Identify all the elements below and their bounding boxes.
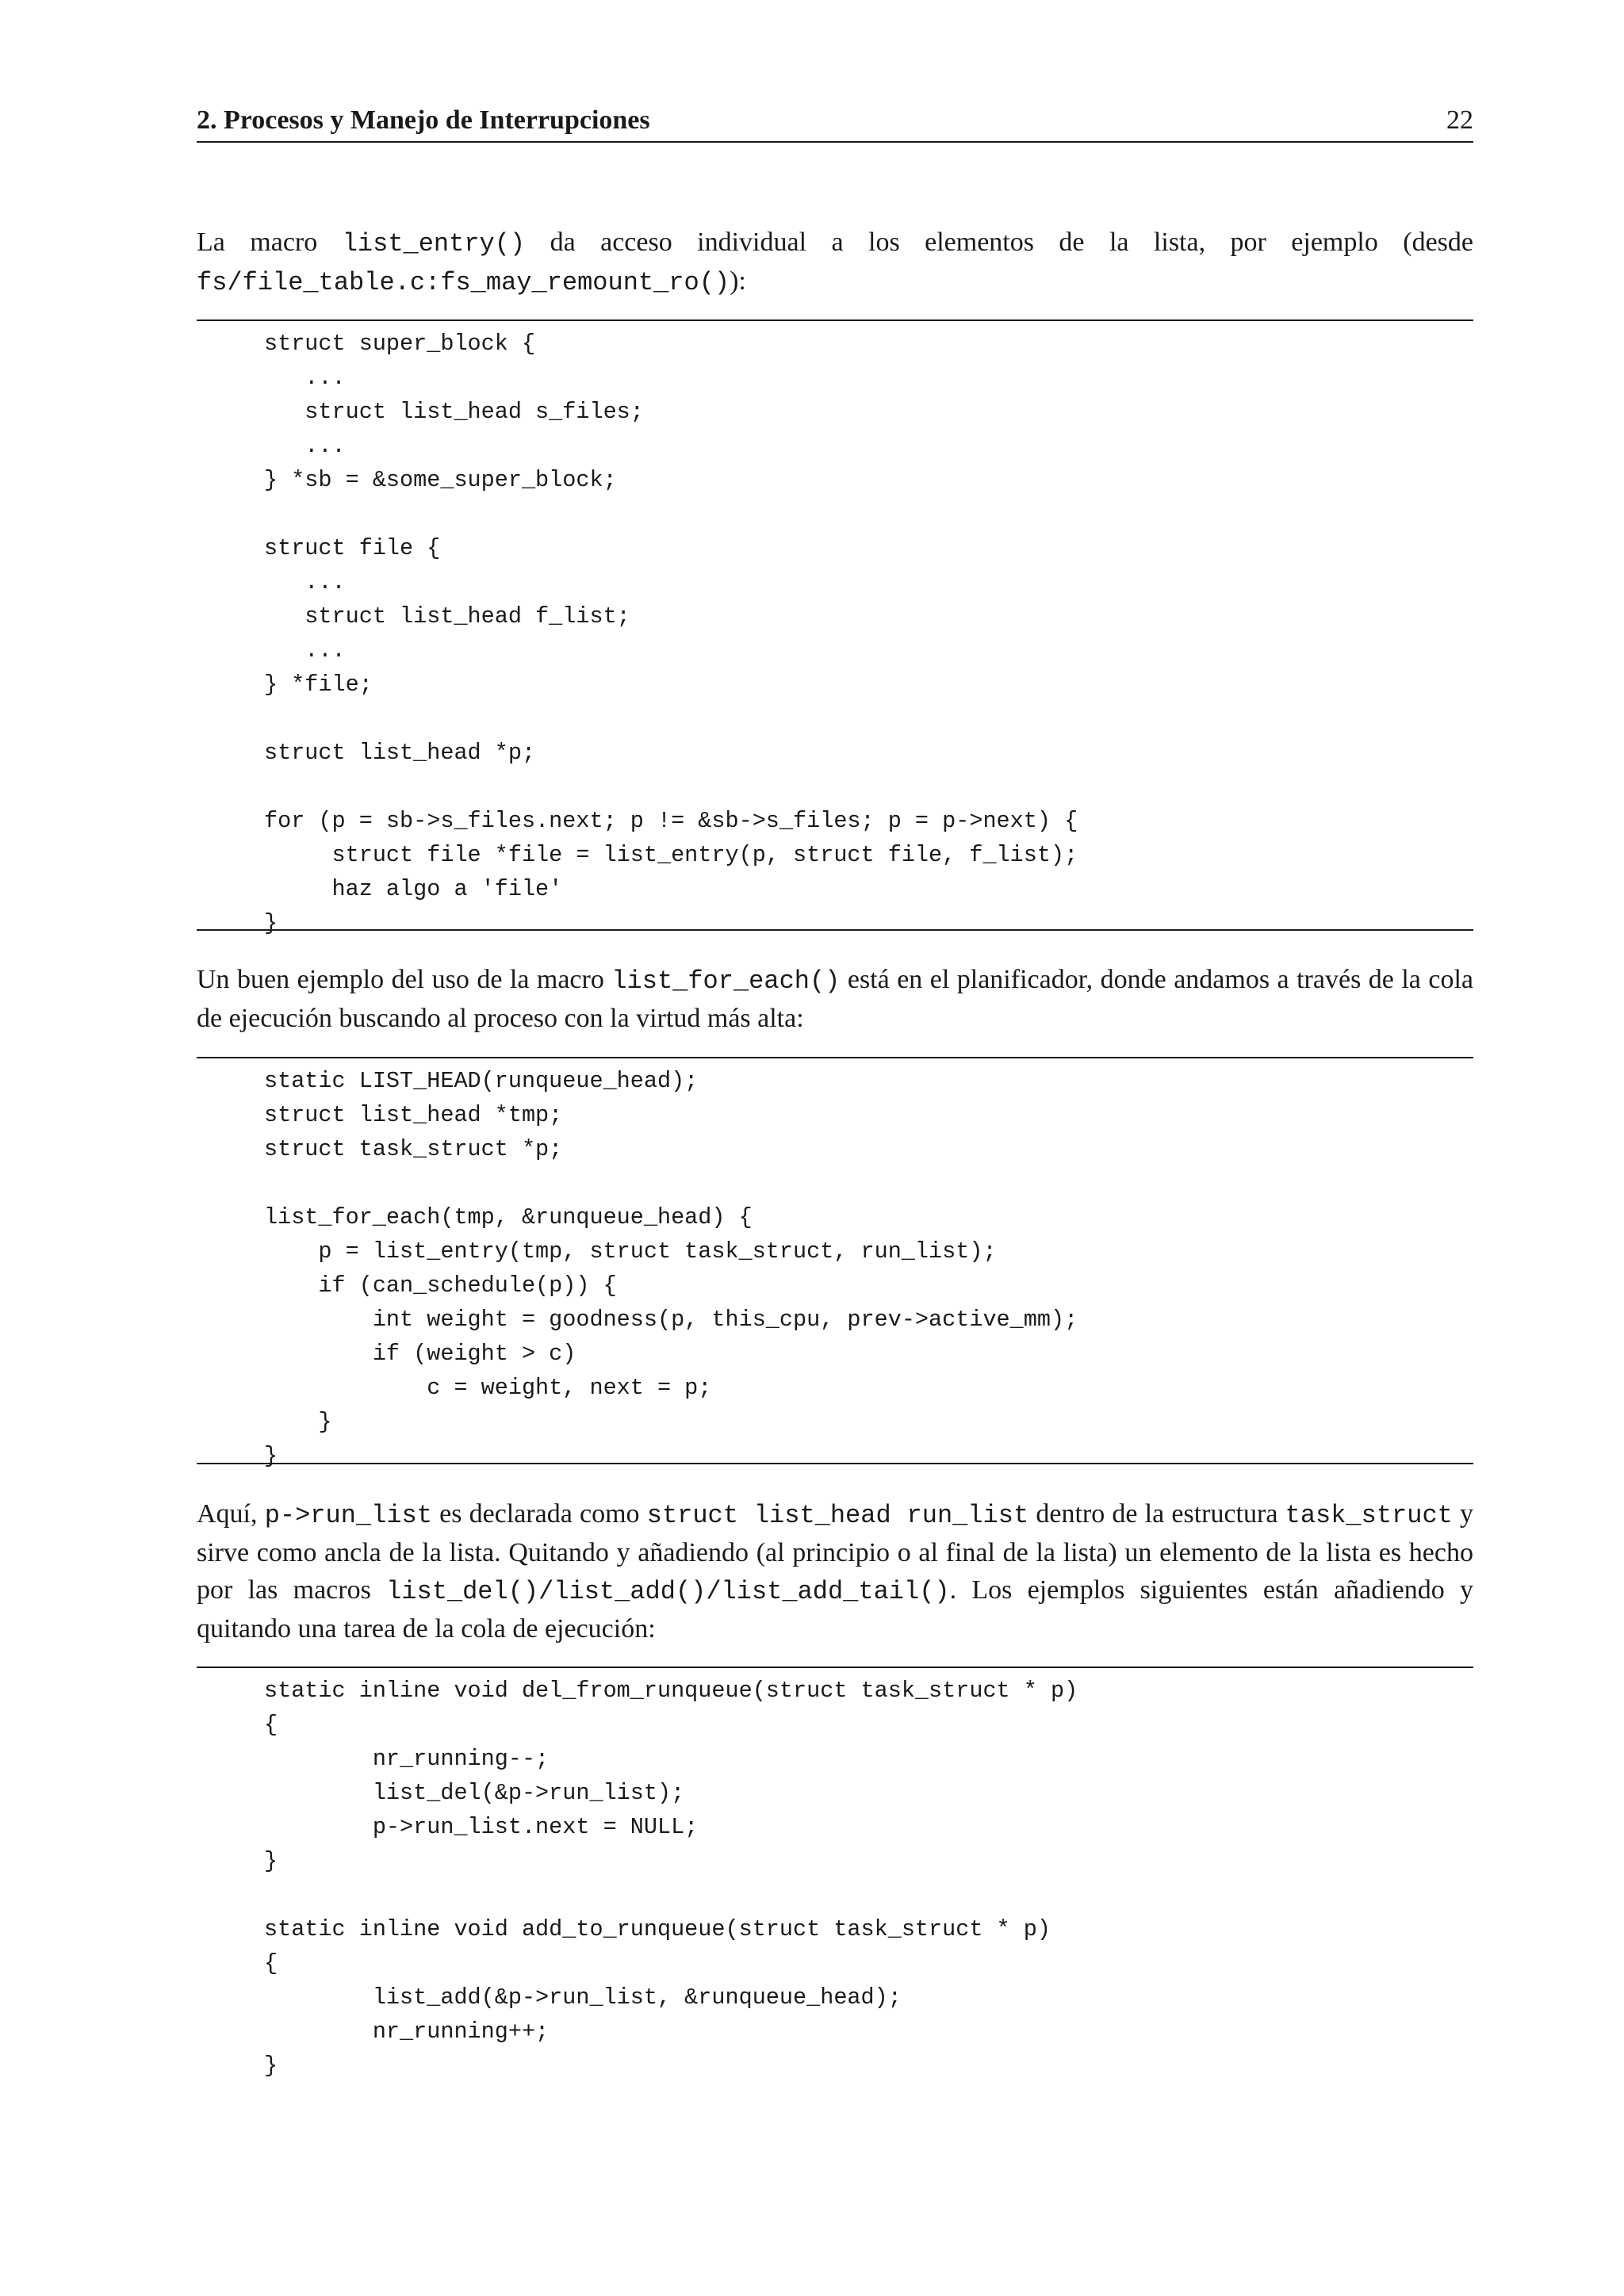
code-line: list_del(&p->run_list); <box>264 1780 685 1806</box>
text-run: La macro <box>197 228 343 257</box>
code-line: struct super_block { <box>264 331 536 357</box>
code-block-file-list <box>264 327 1078 940</box>
code-line: { <box>264 1950 278 1976</box>
text-run: dentro de la estructura <box>1028 1499 1285 1529</box>
text-run: y sirve como ancla de la lista. Quitando y añadiendo (al principio o al final de la lista) un elemento de la lista es hecho por las macros <box>197 1499 1474 1605</box>
code-line: struct task_struct *p; <box>264 1136 563 1162</box>
text-run: es declarada como <box>431 1499 647 1529</box>
code-block-bottom-rule <box>197 1463 1473 1464</box>
code-line: } <box>264 2053 278 2079</box>
text-run: ): <box>730 266 746 296</box>
inline-code: task_struct <box>1285 1501 1453 1530</box>
text-run: está en el planificador, donde andamos a través de la cola de ejecución buscando al proceso con la virtud más alta: <box>197 965 1473 1033</box>
code-line: if (can_schedule(p)) { <box>264 1272 617 1299</box>
code-line: struct list_head *tmp; <box>264 1102 563 1128</box>
text-run: Aquí, <box>197 1499 265 1529</box>
code-line: } <box>264 1409 332 1435</box>
code-line: struct list_head *p; <box>264 740 536 766</box>
code-line <box>264 1166 1078 1200</box>
chapter-title: 2. Procesos y Manejo de Interrupciones <box>197 105 650 135</box>
code-line: p = list_entry(tmp, struct task_struct, run_list); <box>264 1238 997 1265</box>
code-line <box>264 1878 1078 1912</box>
text-run: Un buen ejemplo del uso de la macro <box>197 965 612 994</box>
code-line: c = weight, next = p; <box>264 1375 712 1401</box>
code-block-add-del-runqueue <box>264 1674 1078 2083</box>
code-block-runqueue <box>264 1064 1078 1473</box>
paragraph-run-list <box>197 1495 1473 1647</box>
code-line: } <box>264 1848 278 1874</box>
inline-code: p->run_list <box>264 1501 432 1530</box>
code-line: struct file *file = list_entry(p, struct file, f_list); <box>264 842 1078 868</box>
inline-code: list_for_each() <box>611 966 841 996</box>
code-line: } *sb = &some_super_block; <box>264 467 617 493</box>
code-line: ... <box>264 433 346 459</box>
code-line: list_for_each(tmp, &runqueue_head) { <box>264 1204 753 1230</box>
code-line: int weight = goodness(p, this_cpu, prev->active_mm); <box>264 1307 1078 1333</box>
code-line: } <box>264 910 278 936</box>
code-line: static LIST_HEAD(runqueue_head); <box>264 1068 699 1094</box>
code-line: { <box>264 1712 278 1738</box>
paragraph-list-for-each <box>197 961 1473 1037</box>
code-line: nr_running--; <box>264 1746 550 1772</box>
running-header <box>197 105 1473 143</box>
code-line: nr_running++; <box>264 2019 550 2045</box>
inline-code: list_entry() <box>342 229 526 258</box>
code-line: ... <box>264 569 346 595</box>
inline-code: list_del()/list_add()/list_add_tail() <box>386 1577 950 1606</box>
code-block-top-rule <box>197 1667 1473 1668</box>
code-line: ... <box>264 365 346 391</box>
code-line: } <box>264 1443 278 1469</box>
code-line: static inline void add_to_runqueue(struct task_struct * p) <box>264 1916 1051 1942</box>
code-line: ... <box>264 637 346 664</box>
code-line <box>264 702 1078 736</box>
text-run: da acceso individual a los elementos de la lista, por ejemplo (desde <box>525 228 1473 257</box>
code-line: for (p = sb->s_files.next; p != &sb->s_files; p = p->next) { <box>264 808 1078 834</box>
code-line <box>264 497 1078 531</box>
page-number: 22 <box>1446 105 1473 135</box>
code-line: if (weight > c) <box>264 1341 576 1367</box>
code-line: struct list_head f_list; <box>264 603 630 629</box>
code-line: static inline void del_from_runqueue(struct task_struct * p) <box>264 1678 1078 1704</box>
inline-code: struct list_head run_list <box>646 1501 1029 1530</box>
inline-code: fs/file_table.c:fs_may_remount_ro() <box>197 268 730 297</box>
code-line: p->run_list.next = NULL; <box>264 1814 699 1840</box>
text-run: . Los ejemplos siguientes están añadiendo y quitando una tarea de la cola de ejecución: <box>197 1575 1473 1644</box>
code-block-top-rule <box>197 320 1473 321</box>
code-block-bottom-rule <box>197 929 1473 931</box>
code-line <box>264 770 1078 804</box>
code-line: struct list_head s_files; <box>264 399 644 425</box>
code-line: struct file { <box>264 535 441 561</box>
code-line: list_add(&p->run_list, &runqueue_head); <box>264 1984 902 2011</box>
paragraph-list-entry <box>197 224 1473 301</box>
code-line: haz algo a 'file' <box>264 876 563 902</box>
code-line: } *file; <box>264 672 373 698</box>
code-block-top-rule <box>197 1057 1473 1058</box>
